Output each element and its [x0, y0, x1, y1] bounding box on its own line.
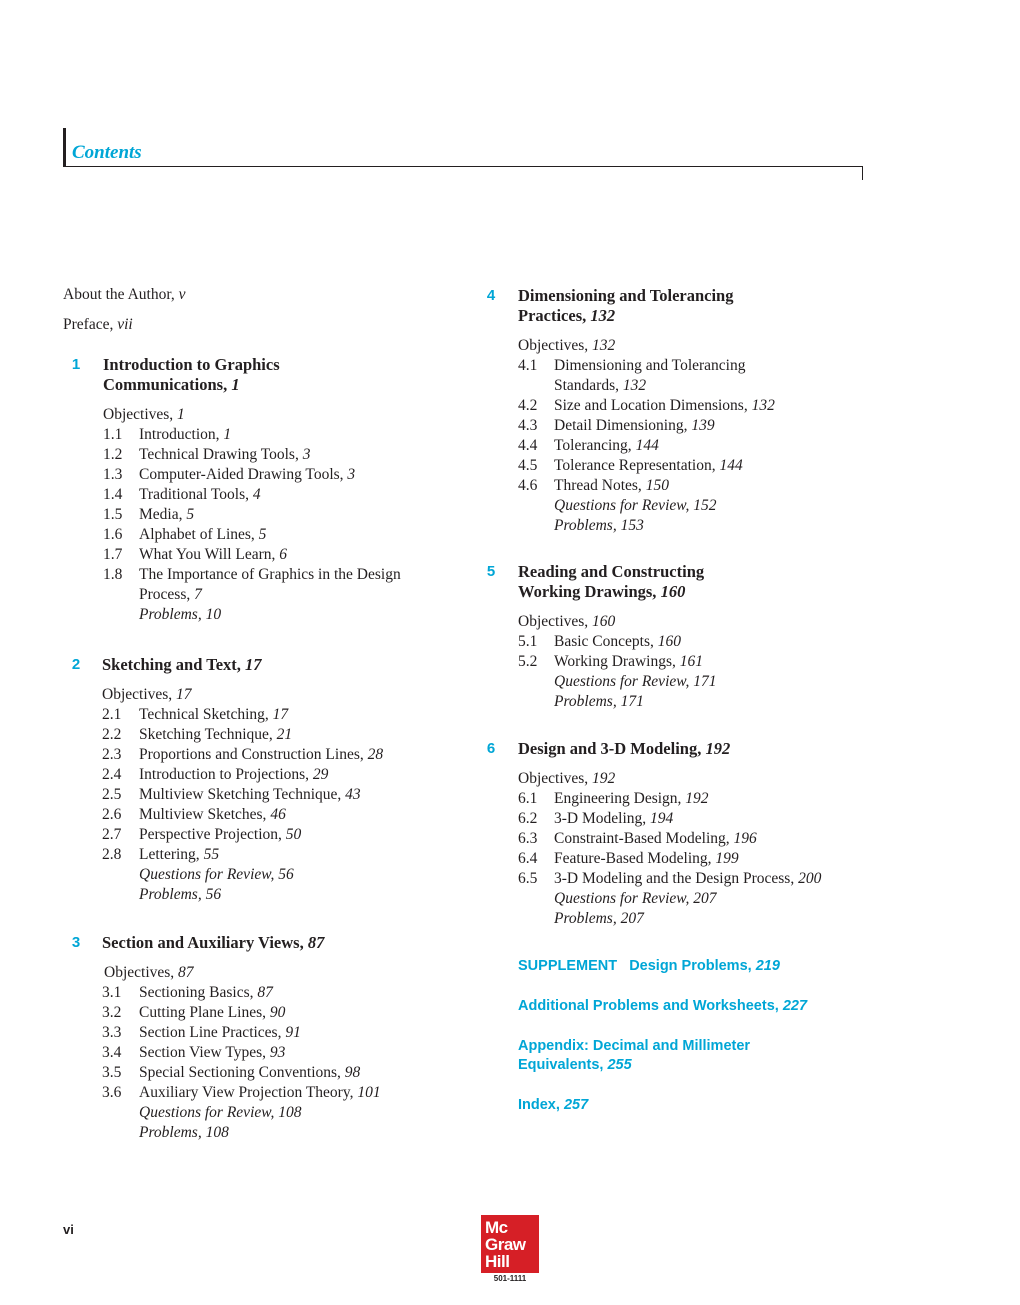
section-number: 1.3 [103, 466, 123, 483]
section-entry[interactable]: Size and Location Dimensions, 132 [554, 397, 775, 414]
toc-problems[interactable]: Problems, 56 [139, 886, 222, 903]
section-entry[interactable]: Auxiliary View Projection Theory, 101 [139, 1084, 381, 1101]
section-number: 2.2 [102, 726, 122, 743]
section-entry[interactable]: Proportions and Construction Lines, 28 [139, 746, 384, 763]
chapter-number: 6 [486, 740, 496, 757]
section-number: 1.6 [103, 526, 123, 543]
section-entry[interactable]: The Importance of Graphics in the Design Process, 7 [139, 566, 401, 603]
section-entry[interactable]: Working Drawings, 161 [554, 653, 703, 670]
logo-line-2: Graw [485, 1235, 526, 1254]
section-entry[interactable]: Section Line Practices, 91 [139, 1024, 301, 1041]
section-entry[interactable]: Traditional Tools, 4 [139, 486, 261, 503]
section-number: 2.4 [102, 766, 122, 783]
chapter-number: 5 [486, 563, 496, 580]
section-number: 4.5 [518, 457, 538, 474]
chapter-title[interactable]: Sketching and Text, 17 [102, 655, 262, 674]
section-entry[interactable]: What You Will Learn, 6 [139, 546, 288, 563]
section-number: 2.7 [102, 826, 122, 843]
section-entry[interactable]: Thread Notes, 150 [554, 477, 669, 494]
toc-index[interactable]: Index, 257 [518, 1097, 589, 1113]
toc-objectives[interactable]: Objectives, 17 [102, 686, 192, 703]
header-rule-horizontal [63, 166, 863, 167]
section-entry[interactable]: Multiview Sketching Technique, 43 [139, 786, 361, 803]
section-number: 3.3 [102, 1024, 122, 1041]
section-number: 2.5 [102, 786, 122, 803]
section-entry[interactable]: Technical Drawing Tools, 3 [139, 446, 311, 463]
chapter-number: 4 [486, 287, 496, 304]
section-number: 4.4 [518, 437, 538, 454]
section-entry[interactable]: Introduction, 1 [139, 426, 232, 443]
section-number: 6.4 [518, 850, 538, 867]
section-number: 2.6 [102, 806, 122, 823]
section-entry[interactable]: 3-D Modeling and the Design Process, 200 [554, 870, 822, 887]
toc-objectives[interactable]: Objectives, 192 [518, 770, 616, 787]
section-number: 2.8 [102, 846, 122, 863]
toc-objectives[interactable]: Objectives, 132 [518, 337, 616, 354]
section-number: 1.8 [103, 566, 123, 583]
chapter-title[interactable]: Dimensioning and Tolerancing Practices, 132 [518, 286, 734, 325]
section-number: 3.2 [102, 1004, 122, 1021]
section-number: 3.1 [102, 984, 122, 1001]
section-number: 1.2 [103, 446, 123, 463]
page-folio: vi [63, 1222, 74, 1237]
chapter-title[interactable]: Section and Auxiliary Views, 87 [102, 933, 325, 952]
chapter-title[interactable]: Reading and Constructing Working Drawings, 160 [518, 562, 705, 601]
section-number: 5.2 [518, 653, 538, 670]
header-rule-end [862, 166, 863, 180]
section-entry[interactable]: Tolerancing, 144 [554, 437, 659, 454]
toc-objectives[interactable]: Objectives, 160 [518, 613, 616, 630]
section-number: 2.3 [102, 746, 122, 763]
section-number: 4.6 [518, 477, 538, 494]
section-number: 3.5 [102, 1064, 122, 1081]
toc-questions[interactable]: Questions for Review, 108 [139, 1104, 302, 1121]
logo-code: 501-1111 [493, 1274, 527, 1283]
chapter-number: 2 [71, 656, 81, 673]
section-number: 3.6 [102, 1084, 122, 1101]
section-entry[interactable]: Lettering, 55 [139, 846, 220, 863]
toc-problems[interactable]: Problems, 153 [554, 517, 644, 534]
toc-appendix[interactable]: Appendix: Decimal and Millimeter Equivalents, 255 [518, 1038, 751, 1073]
section-number: 6.2 [518, 810, 538, 827]
toc-problems[interactable]: Problems, 171 [554, 693, 644, 710]
chapter-number: 1 [71, 356, 81, 373]
chapter-title[interactable]: Introduction to Graphics Communications, 1 [103, 355, 280, 394]
header-rule-vertical [63, 128, 66, 167]
section-entry[interactable]: Constraint-Based Modeling, 196 [554, 830, 757, 847]
section-entry[interactable]: Section View Types, 93 [139, 1044, 286, 1061]
section-number: 1.1 [103, 426, 123, 443]
section-entry[interactable]: Perspective Projection, 50 [139, 826, 302, 843]
section-entry[interactable]: Computer-Aided Drawing Tools, 3 [139, 466, 356, 483]
toc-questions[interactable]: Questions for Review, 56 [139, 866, 294, 883]
section-entry[interactable]: Sketching Technique, 21 [139, 726, 293, 743]
section-number: 6.1 [518, 790, 538, 807]
section-number: 4.3 [518, 417, 538, 434]
toc-problems[interactable]: Problems, 10 [139, 606, 222, 623]
page-title: Contents [72, 142, 142, 163]
toc-entry-preface[interactable]: Preface, vii [63, 316, 133, 333]
section-entry[interactable]: 3-D Modeling, 194 [554, 810, 674, 827]
section-entry[interactable]: Dimensioning and Tolerancing Standards, 132 [554, 357, 746, 394]
section-number: 4.1 [518, 357, 538, 374]
section-number: 1.7 [103, 546, 123, 563]
section-number: 5.1 [518, 633, 538, 650]
toc-problems[interactable]: Problems, 108 [139, 1124, 229, 1141]
toc-supplement[interactable]: SUPPLEMENT Design Problems, 219 [518, 958, 780, 974]
section-entry[interactable]: Basic Concepts, 160 [554, 633, 681, 650]
logo-line-1: Mc [485, 1218, 508, 1237]
section-entry[interactable]: Feature-Based Modeling, 199 [554, 850, 739, 867]
toc-questions[interactable]: Questions for Review, 152 [554, 497, 717, 514]
chapter-title[interactable]: Design and 3-D Modeling, 192 [518, 739, 731, 758]
section-number: 3.4 [102, 1044, 122, 1061]
section-entry[interactable]: Alphabet of Lines, 5 [139, 526, 267, 543]
section-entry[interactable]: Detail Dimensioning, 139 [554, 417, 715, 434]
toc-objectives[interactable]: Objectives, 87 [104, 964, 194, 981]
toc-problems[interactable]: Problems, 207 [554, 910, 644, 927]
section-entry[interactable]: Cutting Plane Lines, 90 [139, 1004, 286, 1021]
section-entry[interactable]: Introduction to Projections, 29 [139, 766, 329, 783]
section-entry[interactable]: Media, 5 [139, 506, 195, 523]
section-number: 1.4 [103, 486, 123, 503]
section-entry[interactable]: Multiview Sketches, 46 [139, 806, 286, 823]
toc-questions[interactable]: Questions for Review, 207 [554, 890, 717, 907]
section-entry[interactable]: Special Sectioning Conventions, 98 [139, 1064, 361, 1081]
section-number: 4.2 [518, 397, 538, 414]
section-entry[interactable]: Tolerance Representation, 144 [554, 457, 743, 474]
section-number: 1.5 [103, 506, 123, 523]
toc-objectives[interactable]: Objectives, 1 [103, 406, 185, 423]
chapter-number: 3 [71, 934, 81, 951]
section-entry[interactable]: Technical Sketching, 17 [139, 706, 289, 723]
publisher-logo [481, 1215, 539, 1273]
toc-entry-about-author[interactable]: About the Author, v [63, 286, 186, 303]
section-number: 6.3 [518, 830, 538, 847]
toc-questions[interactable]: Questions for Review, 171 [554, 673, 717, 690]
section-number: 2.1 [102, 706, 122, 723]
section-number: 6.5 [518, 870, 538, 887]
section-entry[interactable]: Sectioning Basics, 87 [139, 984, 273, 1001]
logo-line-3: Hill [485, 1252, 510, 1271]
section-entry[interactable]: Engineering Design, 192 [554, 790, 709, 807]
toc-additional-problems[interactable]: Additional Problems and Worksheets, 227 [518, 998, 808, 1014]
